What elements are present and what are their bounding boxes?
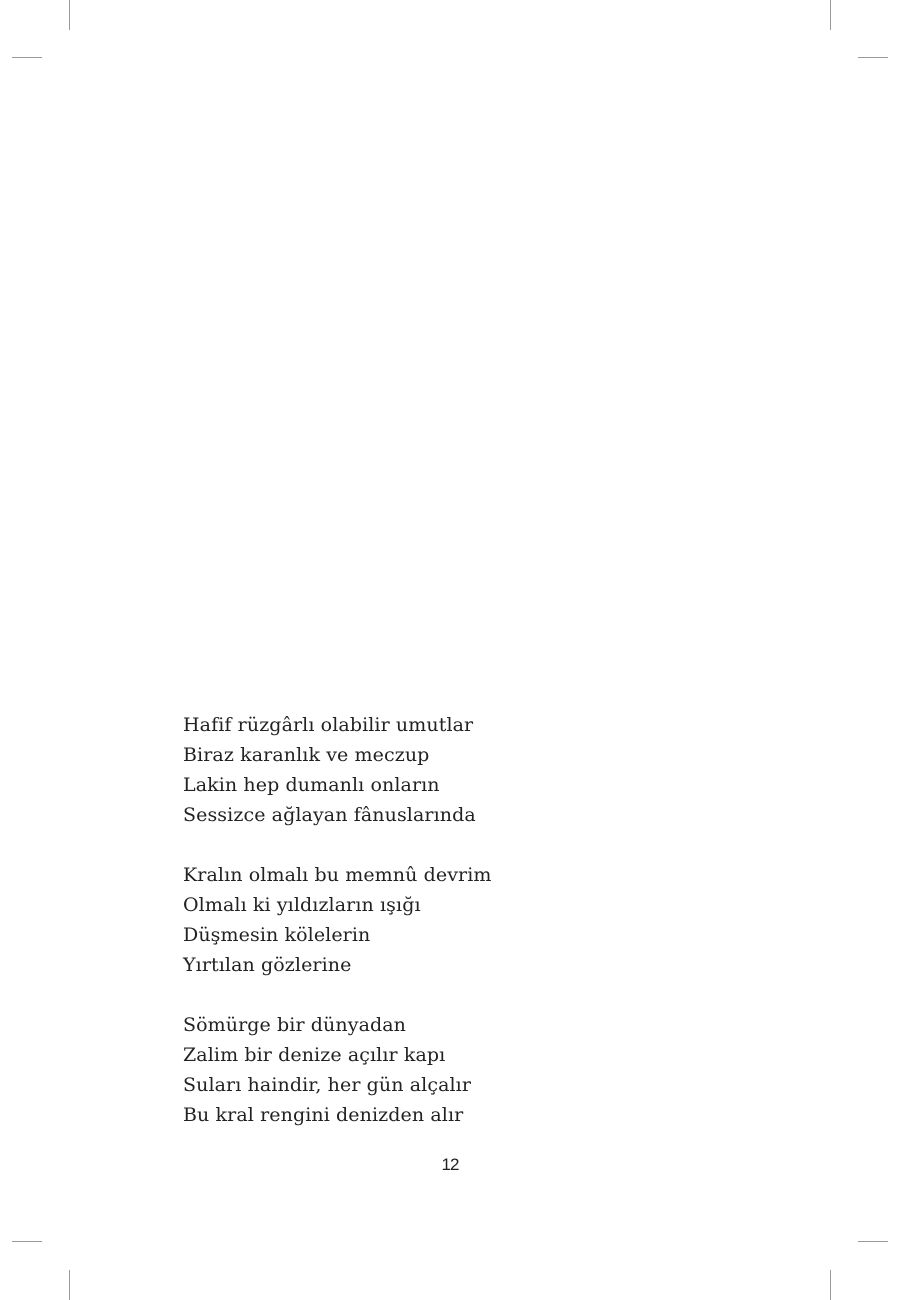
poem-line: Suları haindir, her gün alçalır <box>183 1074 472 1096</box>
crop-mark-bottom-left-horizontal <box>12 1241 42 1242</box>
poem-line: Düşmesin kölelerin <box>183 924 371 946</box>
poem-line: Sessizce ağlayan fânuslarında <box>183 804 476 826</box>
poem-line: Lakin hep dumanlı onların <box>183 774 440 796</box>
poem-line: Olmalı ki yıldızların ışığı <box>183 894 421 916</box>
poem-line: Biraz karanlık ve meczup <box>183 744 430 766</box>
crop-mark-top-right-vertical <box>830 0 831 30</box>
stanza-2 <box>183 860 683 980</box>
crop-mark-top-right-horizontal <box>858 57 888 58</box>
crop-mark-bottom-right-vertical <box>830 1270 831 1300</box>
poem-line: Yırtılan gözlerine <box>183 954 352 976</box>
poem-line: Kralın olmalı bu memnû devrim <box>183 864 492 886</box>
crop-mark-top-left-vertical <box>69 0 70 30</box>
stanza-3 <box>183 1010 683 1130</box>
crop-mark-top-left-horizontal <box>12 57 42 58</box>
crop-mark-bottom-right-horizontal <box>858 1241 888 1242</box>
poem-line: Hafif rüzgârlı olabilir umutlar <box>183 714 474 736</box>
stanza-1 <box>183 710 683 830</box>
poem-line: Zalim bir denize açılır kapı <box>183 1044 446 1066</box>
crop-mark-bottom-left-vertical <box>69 1270 70 1300</box>
page-number: 12 <box>441 1155 459 1174</box>
poem-line: Sömürge bir dünyadan <box>183 1014 407 1036</box>
poem-line: Bu kral rengini denizden alır <box>183 1104 464 1126</box>
poem <box>183 710 683 1160</box>
